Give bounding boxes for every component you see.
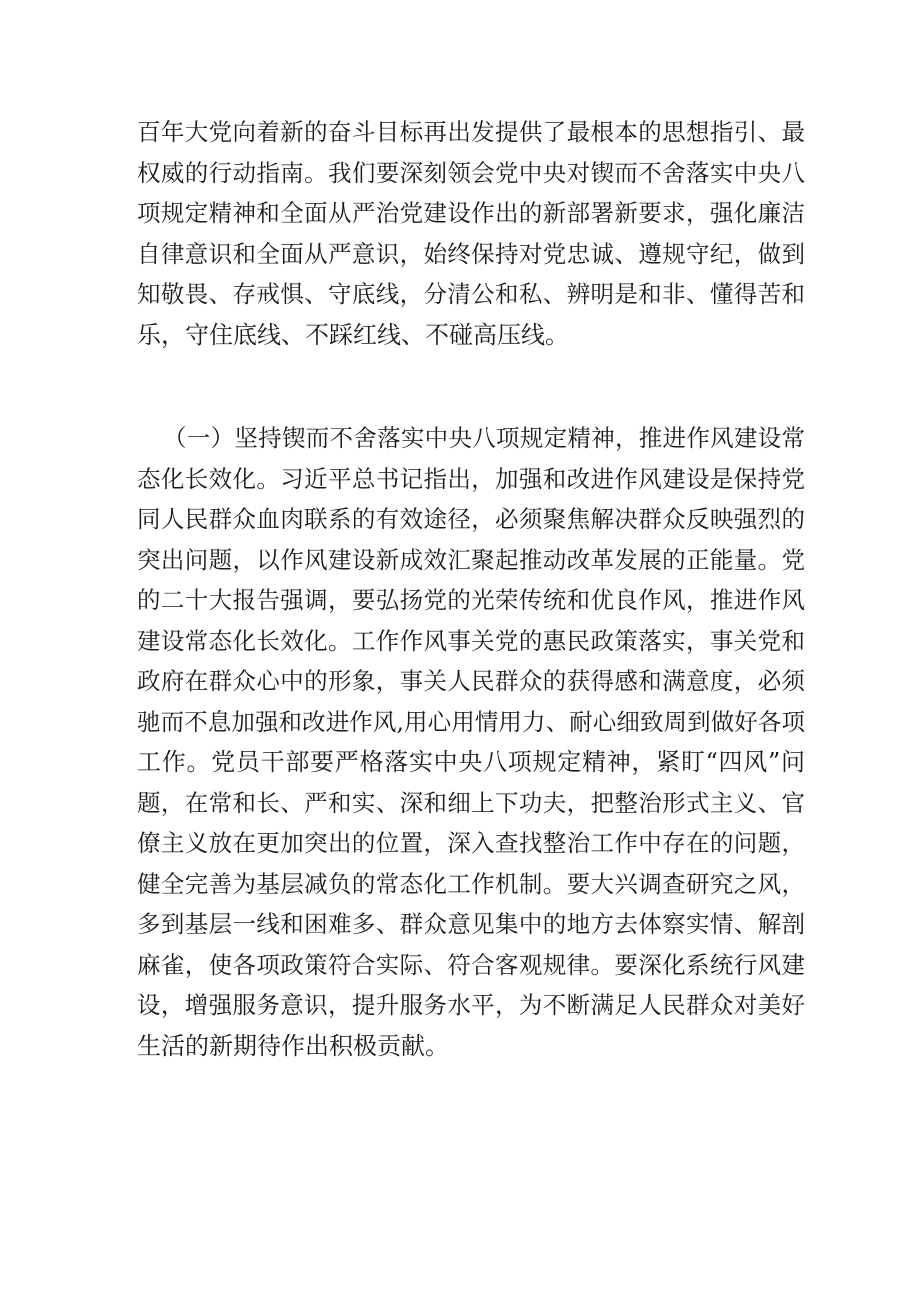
paragraph-line: 同人民群众血肉联系的有效途径，必须聚焦解决群众反映强烈的 xyxy=(137,505,805,533)
paragraph-line: 态化长效化。习近平总书记指出，加强和改进作风建设是保持党 xyxy=(137,464,805,493)
paragraph-1 xyxy=(137,112,805,355)
paragraph-line: 多到基层一线和困难多、群众意见集中的地方去体察实情、解剖 xyxy=(137,910,805,938)
paragraph-line: 知敬畏、存戒惧、守底线，分清公和私、辨明是和非、懂得苦和 xyxy=(137,280,805,308)
paragraph-line: 僚主义放在更加突出的位置，深入查找整治工作中存在的问题， xyxy=(137,829,805,857)
paragraph-line: 健全完善为基层减负的常态化工作机制。要大兴调查研究之风， xyxy=(137,869,805,898)
paragraph-line: 驰而不息加强和改进作风,用心用情用力、耐心细致周到做好各项 xyxy=(137,707,805,736)
paragraph-line: （一）坚持锲而不舍落实中央八项规定精神，推进作风建设常 xyxy=(163,424,805,452)
paragraph-line: 突出问题，以作风建设新成效汇聚起推动改革发展的正能量。党 xyxy=(137,545,805,574)
paragraph-line: 麻雀，使各项政策符合实际、符合客观规律。要深化系统行风建 xyxy=(137,950,805,979)
paragraph-line: 百年大党向着新的奋斗目标再出发提供了最根本的思想指引、最 xyxy=(137,118,805,146)
paragraph-2 xyxy=(137,418,805,1066)
paragraph-line: 政府在群众心中的形象，事关人民群众的获得感和满意度，必须 xyxy=(137,667,805,695)
paragraph-line: 乐，守住底线、不踩红线、不碰高压线。 xyxy=(137,320,569,349)
paragraph-line: 的二十大报告强调，要弘扬党的光荣传统和优良作风，推进作风 xyxy=(137,586,805,614)
paragraph-line: 自律意识和全面从严意识，始终保持对党忠诚、遵规守纪，做到 xyxy=(137,239,805,268)
paragraph-line: 生活的新期待作出积极贡献。 xyxy=(137,1031,449,1060)
paragraph-line: 工作。党员干部要严格落实中央八项规定精神，紧盯“四风”问 xyxy=(137,748,805,776)
paragraph-line: 权威的行动指南。我们要深刻领会党中央对锲而不舍落实中央八 xyxy=(137,158,805,187)
paragraph-line: 题，在常和长、严和实、深和细上下功夫，把整治形式主义、官 xyxy=(137,788,805,817)
paragraph-line: 项规定精神和全面从严治党建设作出的新部署新要求，强化廉洁 xyxy=(137,199,805,227)
paragraph-line: 建设常态化长效化。工作作风事关党的惠民政策落实，事关党和 xyxy=(137,626,805,655)
paragraph-line: 设，增强服务意识，提升服务水平，为不断满足人民群众对美好 xyxy=(137,991,805,1019)
